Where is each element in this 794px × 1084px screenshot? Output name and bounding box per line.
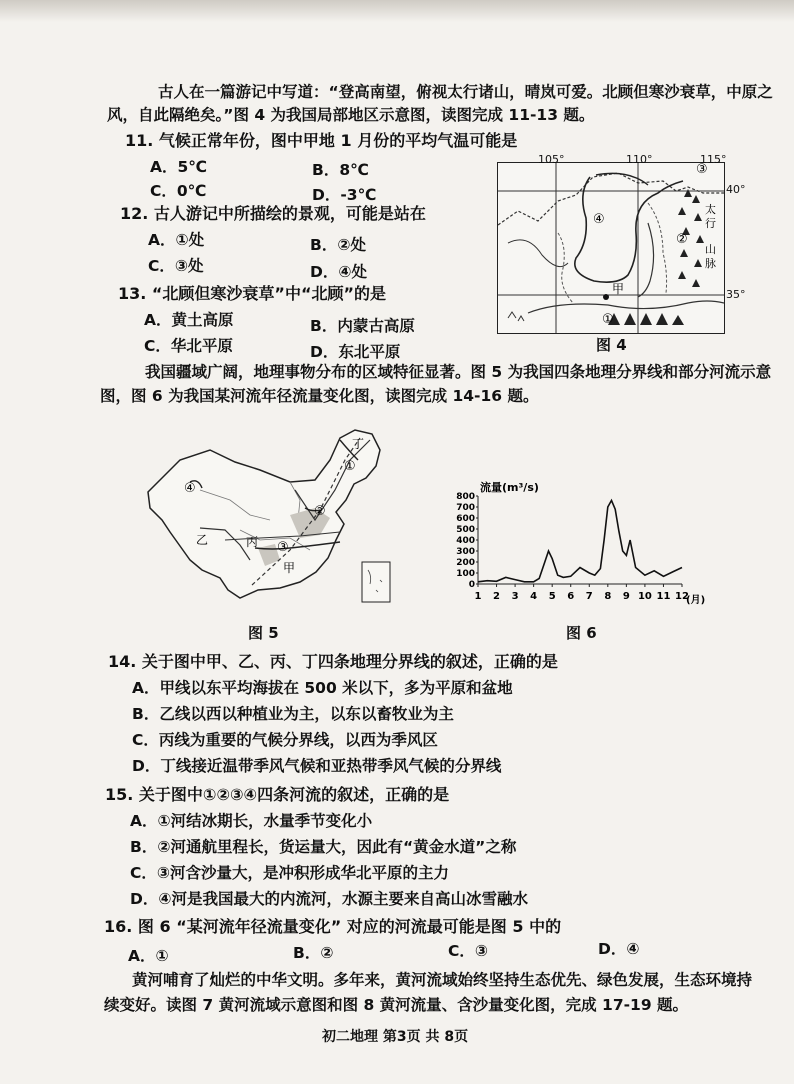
fig6-y-tick-label: 600 xyxy=(456,514,475,524)
question-14-option-a: A．甲线以东平均海拔在 500 米以下，多为平原和盆地 xyxy=(132,679,513,697)
question-13-option-d: D．东北平原 xyxy=(310,343,401,361)
question-13-stem: 13. “北顾但寒沙衰草”中“北顾”的是 xyxy=(118,284,386,303)
fig6-x-tick-label: 9 xyxy=(622,591,630,602)
question-12-option-d: D．④处 xyxy=(310,263,367,281)
fig5-marker-2: ② xyxy=(314,504,326,519)
fig4-lat-35: 35° xyxy=(726,288,746,301)
figure-4-map xyxy=(497,162,725,334)
fig6-x-tick-label: 10 xyxy=(637,591,652,602)
fig6-y-tick-label: 200 xyxy=(456,558,475,568)
fig6-x-unit: (月) xyxy=(686,595,706,606)
figure-5-caption: 图 5 xyxy=(248,624,279,642)
question-11-option-b: B．8℃ xyxy=(312,161,369,179)
fig4-taihang-char4: 脉 xyxy=(705,257,716,270)
fig6-x-tick-label: 1 xyxy=(474,591,482,602)
fig4-lon-115: 115° xyxy=(700,153,727,166)
intro2-line2: 图，图 6 为我国某河流年径流量变化图，读图完成 14-16 题。 xyxy=(100,387,539,405)
fig4-marker-1: ① xyxy=(602,312,614,327)
fig6-y-tick-label: 800 xyxy=(456,492,475,502)
fig4-marker-3: ③ xyxy=(696,163,708,177)
fig6-x-tick-label: 8 xyxy=(604,591,612,602)
fig4-taihang-char3: 山 xyxy=(705,243,716,256)
question-12-option-b: B．②处 xyxy=(310,236,366,254)
fig6-x-tick-label: 6 xyxy=(567,591,575,602)
question-12-stem: 12. 古人游记中所描绘的景观，可能是站在 xyxy=(120,204,426,223)
question-16-option-a: A．① xyxy=(128,947,169,965)
question-13-option-b: B．内蒙古高原 xyxy=(310,317,415,335)
question-15-option-d: D．④河是我国最大的内流河，水源主要来自高山冰雪融水 xyxy=(130,890,528,908)
page-footer: 初二地理 第3页 共 8页 xyxy=(322,1029,469,1045)
fig4-marker-2: ② xyxy=(676,232,688,247)
fig4-marker-4: ④ xyxy=(593,212,605,227)
question-11-option-c: C．0℃ xyxy=(150,182,207,200)
question-11-stem: 11. 气候正常年份，图中甲地 1 月份的平均气温可能是 xyxy=(125,131,518,150)
question-12-option-a: A．①处 xyxy=(148,231,205,249)
fig6-x-tick-label: 11 xyxy=(656,591,671,602)
fig6-y-tick-label: 500 xyxy=(456,525,475,535)
fig4-jia-label: 甲 xyxy=(612,282,625,296)
fig4-lon-105: 105° xyxy=(538,153,565,166)
fig4-taihang-char1: 太 xyxy=(705,203,716,216)
figure-5-drawing xyxy=(140,420,410,610)
fig6-y-tick-label: 300 xyxy=(456,547,475,557)
question-16-option-c: C．③ xyxy=(448,942,488,960)
fig6-x-tick-label: 5 xyxy=(548,591,556,602)
intro1-line1: 古人在一篇游记中写道：“登高南望，俯视太行诸山，晴岚可爱。北顾但寒沙衰草，中原之 xyxy=(158,83,773,101)
question-16-option-b: B．② xyxy=(293,944,334,962)
fig6-y-tick-label: 100 xyxy=(456,569,475,579)
figure-6-chart xyxy=(446,478,716,608)
fig6-series-line xyxy=(478,500,682,581)
fig5-marker-4: ④ xyxy=(184,481,196,496)
question-15-option-c: C．③河含沙量大，是冲积形成华北平原的主力 xyxy=(130,864,450,882)
fig6-x-tick-label: 12 xyxy=(675,591,689,602)
figure-4-caption: 图 4 xyxy=(596,336,627,354)
fig6-y-tick-label: 700 xyxy=(456,503,475,513)
fig6-y-axis-label: 流量(m³/s) xyxy=(480,481,539,494)
fig6-x-tick-label: 7 xyxy=(585,591,593,602)
fig5-line-yi: 乙 xyxy=(196,533,209,547)
fig4-lat-40: 40° xyxy=(726,183,746,196)
figure-5-map xyxy=(140,420,410,610)
intro3-line1: 黄河哺育了灿烂的中华文明。多年来，黄河流域始终坚持生态优先、绿色发展，生态环境持 xyxy=(132,971,753,989)
fig5-line-ding: 丁 xyxy=(352,437,365,451)
figure-6-caption: 图 6 xyxy=(566,624,597,642)
question-15-option-a: A．①河结冰期长，水量季节变化小 xyxy=(130,812,373,830)
fig6-y-tick-label: 400 xyxy=(456,536,475,546)
question-14-option-d: D．丁线接近温带季风气候和亚热带季风气候的分界线 xyxy=(132,757,502,775)
question-11-option-d: D．-3℃ xyxy=(312,186,377,204)
figure-4-drawing xyxy=(498,163,724,333)
fig5-line-bing: 丙 xyxy=(246,535,259,549)
fig6-x-tick-label: 2 xyxy=(493,591,501,602)
fig4-lon-110: 110° xyxy=(626,153,653,166)
intro3-line2: 续变好。读图 7 黄河流域示意图和图 8 黄河流量、含沙量变化图，完成 17-19 题。 xyxy=(104,996,689,1014)
question-14-stem: 14. 关于图中甲、乙、丙、丁四条地理分界线的叙述，正确的是 xyxy=(108,652,558,671)
fig4-taihang-char2: 行 xyxy=(705,217,716,230)
intro1-line2: 风，自此隔绝矣。”图 4 为我国局部地区示意图，读图完成 11-13 题。 xyxy=(107,106,595,124)
fig6-y-tick-label: 0 xyxy=(468,580,475,590)
question-13-option-c: C．华北平原 xyxy=(144,337,233,355)
fig5-line-jia: 甲 xyxy=(283,561,296,575)
intro2-line1: 我国疆域广阔，地理事物分布的区域特征显著。图 5 为我国四条地理分界线和部分河流示意 xyxy=(145,363,772,381)
question-13-option-a: A．黄土高原 xyxy=(144,311,234,329)
figure-6-svg xyxy=(446,478,716,608)
fig5-marker-1: ① xyxy=(344,459,356,474)
question-15-stem: 15. 关于图中①②③④四条河流的叙述，正确的是 xyxy=(105,785,450,804)
fig6-x-tick-label: 3 xyxy=(511,591,519,602)
question-15-option-b: B．②河通航里程长，货运量大，因此有“黄金水道”之称 xyxy=(130,838,517,856)
fig5-marker-3: ③ xyxy=(277,540,289,555)
question-16-stem: 16. 图 6 “某河流年径流量变化” 对应的河流最可能是图 5 中的 xyxy=(104,917,562,936)
question-12-option-c: C．③处 xyxy=(148,257,204,275)
question-14-option-b: B．乙线以西以种植业为主，以东以畜牧业为主 xyxy=(132,705,454,723)
question-16-option-d: D．④ xyxy=(598,940,640,958)
question-11-option-a: A．5℃ xyxy=(150,158,208,176)
fig6-x-tick-label: 4 xyxy=(530,591,538,602)
question-14-option-c: C．丙线为重要的气候分界线，以西为季风区 xyxy=(132,731,438,749)
page-edge-shadow xyxy=(0,0,794,22)
